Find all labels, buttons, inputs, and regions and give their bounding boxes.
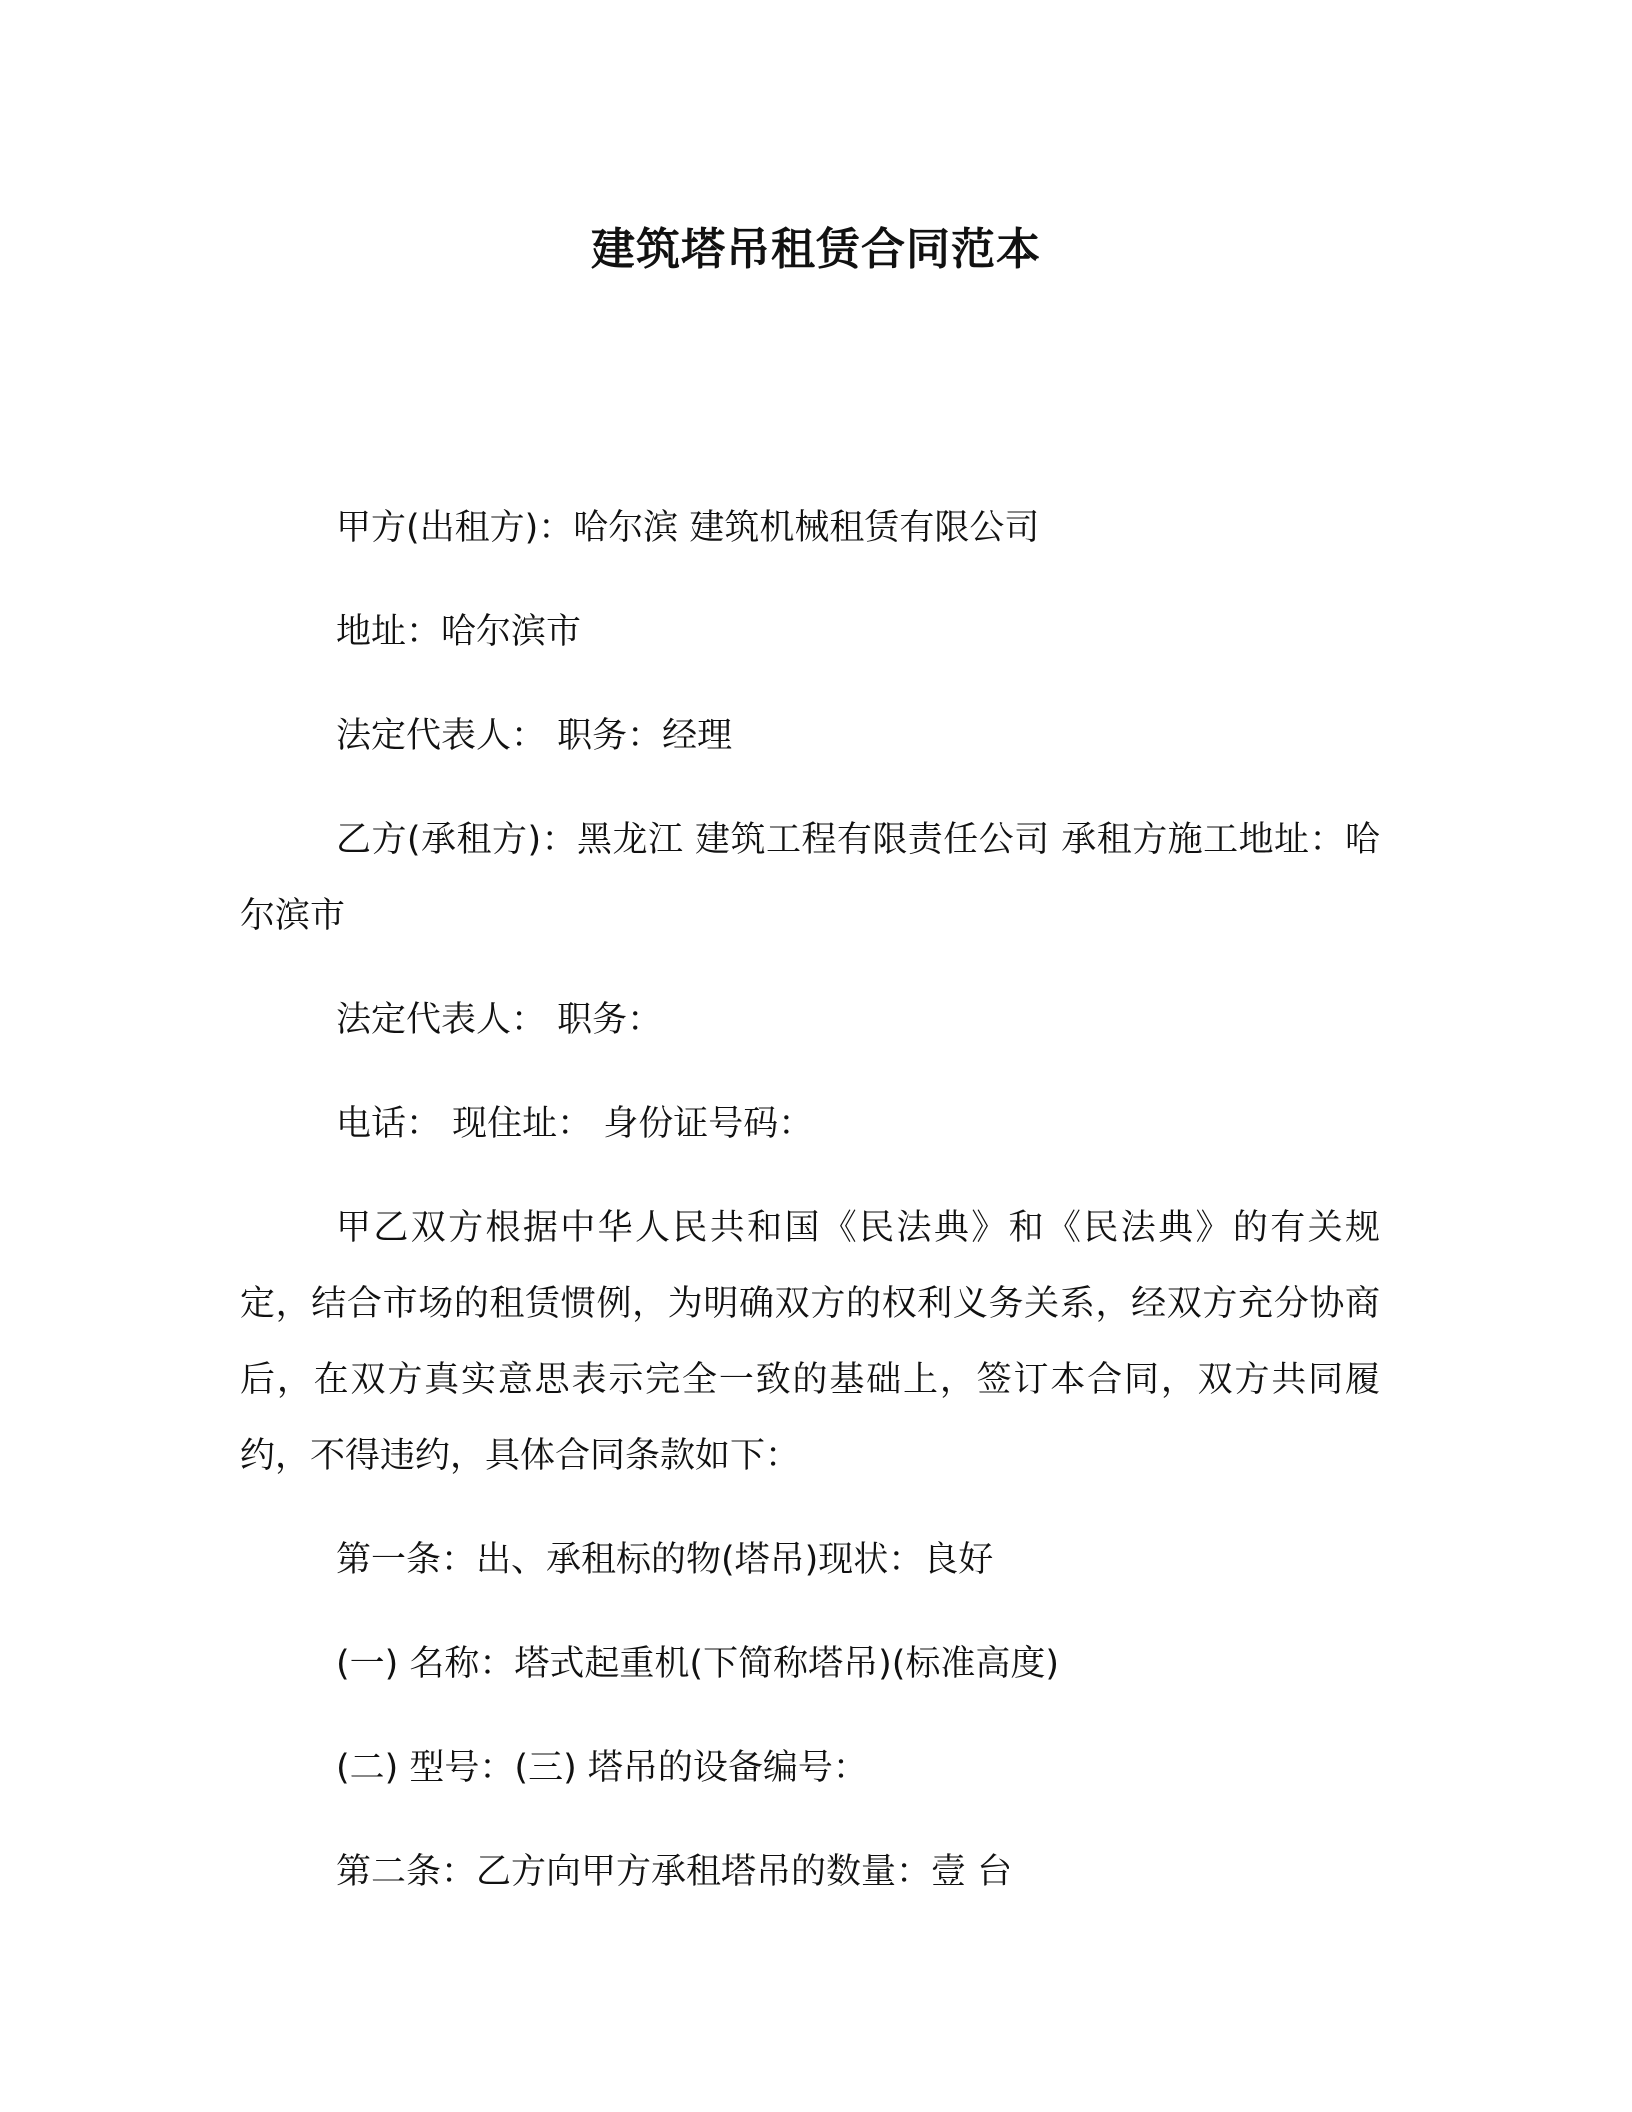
document-title: 建筑塔吊租赁合同范本 <box>591 224 1041 275</box>
preamble-paragraph: 甲乙双方根据中华人民共和国《民法典》和《民法典》的有关规定，结合市场的租赁惯例，为明确双方的权利义务关系，经双方充分协商后，在双方真实意思表示完全一致的基础上，签订本合同，双方共同履约，不得违约，具体合同条款如下： <box>240 1208 1380 1476</box>
article-1-item-1: (一) 名称：塔式起重机(下简称塔吊)(标准高度) <box>336 1644 1060 1684</box>
party-a-representative: 法定代表人： 职务：经理 <box>336 716 733 756</box>
party-b-representative: 法定代表人： 职务： <box>336 1000 663 1040</box>
document-body <box>240 490 1380 1938</box>
party-a-line: 甲方(出租方)：哈尔滨 建筑机械租赁有限公司 <box>336 508 1040 548</box>
party-b-line: 乙方(承租方)：黑龙江 建筑工程有限责任公司 承租方施工地址：哈尔滨市 <box>240 820 1380 936</box>
article-2: 第二条：乙方向甲方承租塔吊的数量：壹 台 <box>336 1852 1013 1892</box>
article-1-item-2-3: (二) 型号：(三) 塔吊的设备编号： <box>336 1748 868 1788</box>
article-1: 第一条：出、承租标的物(塔吊)现状：良好 <box>336 1540 994 1580</box>
party-a-address: 地址：哈尔滨市 <box>336 612 582 652</box>
party-b-contact: 电话： 现住址： 身份证号码： <box>336 1104 814 1144</box>
